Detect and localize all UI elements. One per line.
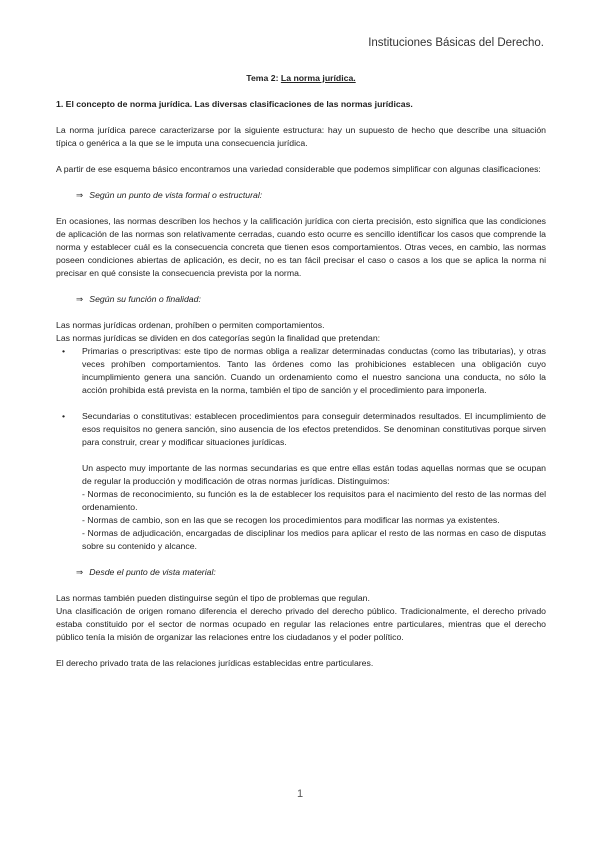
list-item-primarias (56, 345, 546, 397)
paragraph-formal: En ocasiones, las normas describen los hechos y la calificación jurídica con cierta precisión, esto significa que las condiciones de aplicación de las normas son relativamente cerradas, cuando esto ocurre es sencillo identificar los casos que comprende la norma y establecer cuál es la consecuencia concreta que tienen esos comportamientos. Otras veces, en cambio, las normas poseen condiciones abiertas de aplicación, es decir, no es tan fácil precisar el caso o casos a los que se aplica la norma ni precisar en qué consiste la consecuencia prevista por la norma. (56, 216, 546, 278)
arrow-icon: ⇒ (76, 190, 84, 200)
bullet-icon: • (62, 411, 66, 421)
subheading-formal-text: Según un punto de vista formal o estructural: (89, 190, 263, 200)
paragraph-funcion-b: Las normas jurídicas se dividen en dos categorías según la finalidad que pretendan: (56, 333, 381, 343)
arrow-icon: ⇒ (76, 567, 84, 577)
paragraph-funcion-a: Las normas jurídicas ordenan, prohíben o permiten comportamientos. (56, 320, 325, 330)
title-main: La norma jurídica. (280, 73, 356, 83)
list-line-reconocimiento: - Normas de reconocimiento, su función es la de establecer los requisitos para el nacimiento del resto de las normas del ordenamiento. (82, 489, 546, 512)
paragraph-material-a: Las normas también pueden distinguirse según el tipo de problemas que regulan. (56, 593, 370, 603)
document-body (56, 72, 546, 670)
list-item-text: Secundarias o constitutivas: establecen procedimientos para conseguir determinados resultados. El incumplimiento de esos requisitos no genera sanción, sino ausencia de los efectos pretendidos. Se denominan constitutivas porque sirven para construir, crear y modificar situaciones jurídicas. (82, 411, 546, 447)
list-item-secundarias (56, 410, 546, 449)
paragraph-material-b: Una clasificación de origen romano diferencia el derecho privado del derecho público. Tradicionalmente, el derecho privado estaba constituido por el sector de normas ocupado en regular las relaciones entre particulares, mientras que el derecho público tenía la misión de organizar las relaciones entre los ciudadanos y el poder político. (56, 606, 546, 642)
section-heading: 1. El concepto de norma jurídica. Las diversas clasificaciones de las normas jurídicas. (56, 99, 413, 109)
paragraph-intro-classifications: A partir de ese esquema básico encontramos una variedad considerable que podemos simplificar con algunas clasificaciones: (56, 164, 541, 174)
paragraph-derecho-privado: El derecho privado trata de las relaciones jurídicas establecidas entre particulares. (56, 658, 374, 668)
list-line-cambio: - Normas de cambio, son en las que se recogen los procedimientos para modificar las normas ya existentes. (82, 515, 500, 525)
page-number: 1 (296, 788, 304, 800)
page-title (56, 72, 546, 85)
bullet-icon: • (62, 346, 66, 356)
paragraph-structure: La norma jurídica parece caracterizarse por la siguiente estructura: hay un supuesto de hecho que describe una situación típica o genérica a la que se le imputa una consecuencia jurídica. (56, 125, 546, 148)
subheading-material-text: Desde el punto de vista material: (89, 567, 216, 577)
arrow-icon: ⇒ (76, 294, 84, 304)
subheading-funcion-text: Según su función o finalidad: (89, 294, 201, 304)
list-line-adjudicacion: - Normas de adjudicación, encargadas de disciplinar los medios para aplicar el resto de las normas en caso de disputas sobre su contenido y alcance. (82, 528, 546, 551)
subheading-funcion (76, 293, 546, 306)
document-header: Instituciones Básicas del Derecho. (368, 37, 544, 49)
subheading-formal (76, 189, 546, 202)
list-item-text: Primarias o prescriptivas: este tipo de normas obliga a realizar determinadas conductas (como las tributarias), y otras veces prohíben comportamientos. Tanto las órdenes como las prohibiciones establecen una obligación cuyo incumplimiento genera una sanción. Cuando un ordenamiento como el nuestro sanciona una conducta, no sólo la acción prohibida está prevista en la norma, también el tipo de sanción y el procedimiento para imponerla. (82, 346, 546, 395)
subheading-material (76, 566, 546, 579)
paragraph-secundarias-detail: Un aspecto muy importante de las normas secundarias es que entre ellas están todas aquellas normas que se ocupan de regular la producción y modificación de otras normas jurídicas. Distinguimos: (82, 463, 546, 486)
title-prefix: Tema 2: (246, 73, 281, 83)
